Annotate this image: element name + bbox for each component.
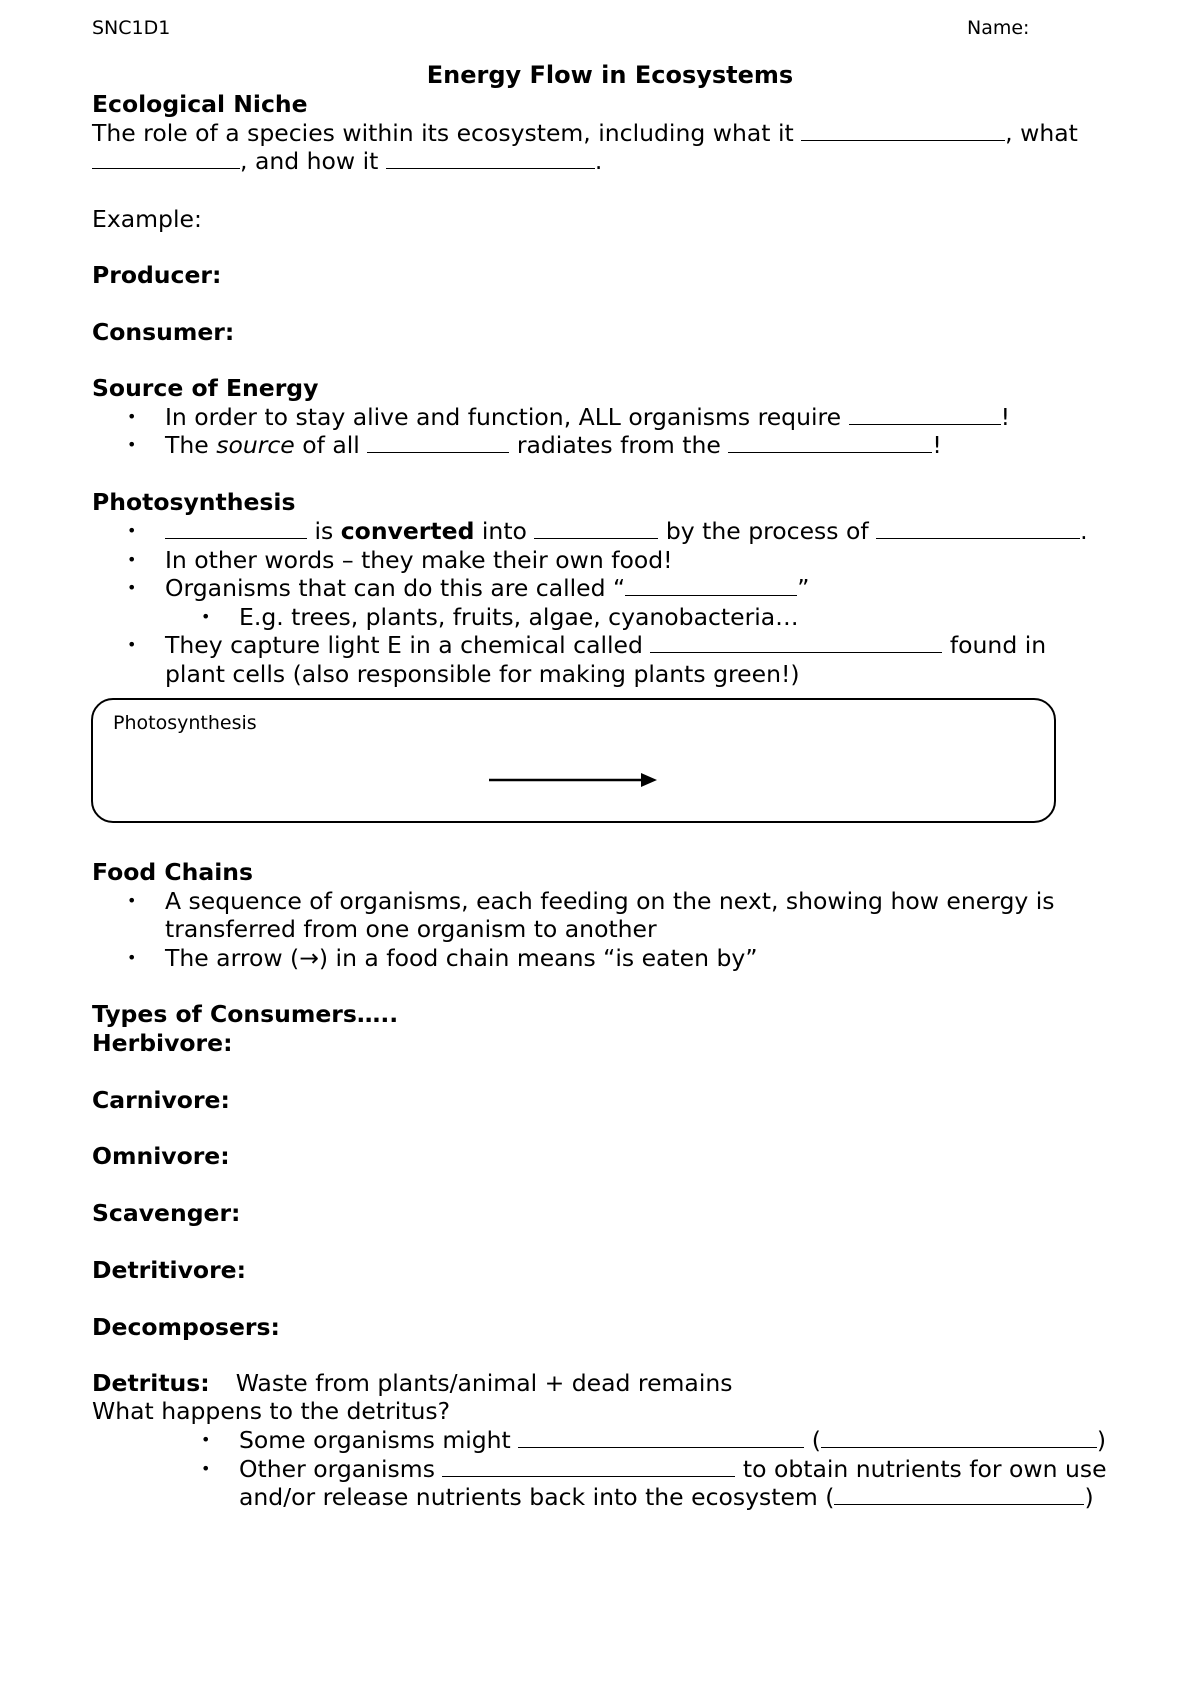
food-chains-bullet-1: A sequence of organisms, each feeding on the next, showing how energy is	[165, 887, 1055, 915]
bullet-icon: •	[201, 1459, 211, 1478]
detritus-blank-4[interactable]	[834, 1485, 1084, 1505]
photo-bullet-2: In other words – they make their own food!	[165, 546, 673, 574]
food-chains-bullet-2: The arrow (→) in a food chain means “is eaten by”	[165, 944, 758, 972]
niche-line-2: , and how it .	[92, 147, 602, 175]
bullet-icon: •	[127, 635, 137, 654]
energy-bullet-2: The source of all radiates from the !	[165, 431, 942, 459]
detritus-blank-1[interactable]	[518, 1428, 804, 1448]
photo-blank-4[interactable]	[625, 576, 797, 596]
consumers-heading: Types of Consumers…..	[92, 1000, 399, 1028]
detritus-bullet-2: Other organisms to obtain nutrients for own use	[239, 1455, 1107, 1483]
photo-blank-1[interactable]	[165, 519, 307, 539]
niche-blank-1[interactable]	[801, 121, 1005, 141]
bullet-icon: •	[127, 521, 137, 540]
herbivore-label: Herbivore:	[92, 1029, 233, 1057]
energy-blank-1[interactable]	[849, 405, 1001, 425]
carnivore-label: Carnivore:	[92, 1086, 230, 1114]
bullet-icon: •	[127, 407, 137, 426]
bullet-icon: •	[127, 891, 137, 910]
detritus-blank-2[interactable]	[821, 1428, 1097, 1448]
niche-heading: Ecological Niche	[92, 90, 308, 118]
bullet-icon: •	[201, 1430, 211, 1449]
right-arrow-icon	[489, 770, 661, 790]
photosynthesis-equation-box[interactable]	[91, 698, 1056, 823]
photo-blank-2[interactable]	[534, 519, 658, 539]
niche-blank-2[interactable]	[92, 149, 240, 169]
bullet-icon: •	[127, 948, 137, 967]
photo-bullet-3: Organisms that can do this are called “ ”	[165, 574, 810, 602]
bullet-icon: •	[201, 607, 211, 626]
energy-blank-3[interactable]	[728, 433, 932, 453]
photo-blank-5[interactable]	[650, 633, 942, 653]
bullet-icon: •	[127, 578, 137, 597]
detritivore-label: Detritivore:	[92, 1256, 247, 1284]
producer-label: Producer:	[92, 261, 222, 289]
name-label: Name:	[967, 17, 1030, 39]
photosynthesis-heading: Photosynthesis	[92, 488, 296, 516]
niche-blank-3[interactable]	[386, 149, 595, 169]
energy-bullet-1: In order to stay alive and function, ALL organisms require !	[165, 403, 1011, 431]
equation-box-label: Photosynthesis	[113, 712, 257, 734]
energy-heading: Source of Energy	[92, 374, 319, 402]
detritus-question: What happens to the detritus?	[92, 1397, 451, 1425]
scavenger-label: Scavenger:	[92, 1199, 241, 1227]
energy-blank-2[interactable]	[367, 433, 509, 453]
detritus-bullet-2-line-2: and/or release nutrients back into the ecosystem ( )	[239, 1483, 1094, 1511]
food-chains-bullet-1-line-2: transferred from one organism to another	[165, 915, 657, 943]
bullet-icon: •	[127, 550, 137, 569]
decomposers-label: Decomposers:	[92, 1313, 280, 1341]
photo-sub-bullet: E.g. trees, plants, fruits, algae, cyanobacteria…	[239, 603, 799, 631]
niche-line-1: The role of a species within its ecosystem, including what it , what	[92, 119, 1078, 147]
photo-blank-3[interactable]	[876, 519, 1080, 539]
example-label: Example:	[92, 205, 202, 233]
course-code: SNC1D1	[92, 17, 171, 39]
food-chains-heading: Food Chains	[92, 858, 254, 886]
page-title: Energy Flow in Ecosystems	[426, 61, 794, 89]
consumer-label: Consumer:	[92, 318, 235, 346]
detritus-definition: Detritus: Waste from plants/animal + dead remains	[92, 1369, 733, 1397]
detritus-bullet-1: Some organisms might ( )	[239, 1426, 1107, 1454]
omnivore-label: Omnivore:	[92, 1142, 230, 1170]
photo-bullet-1: is converted into by the process of .	[165, 517, 1088, 545]
photo-bullet-4-line-2: plant cells (also responsible for making plants green!)	[165, 660, 800, 688]
bullet-icon: •	[127, 435, 137, 454]
photo-bullet-4: They capture light E in a chemical called found in	[165, 631, 1047, 659]
detritus-blank-3[interactable]	[442, 1457, 735, 1477]
